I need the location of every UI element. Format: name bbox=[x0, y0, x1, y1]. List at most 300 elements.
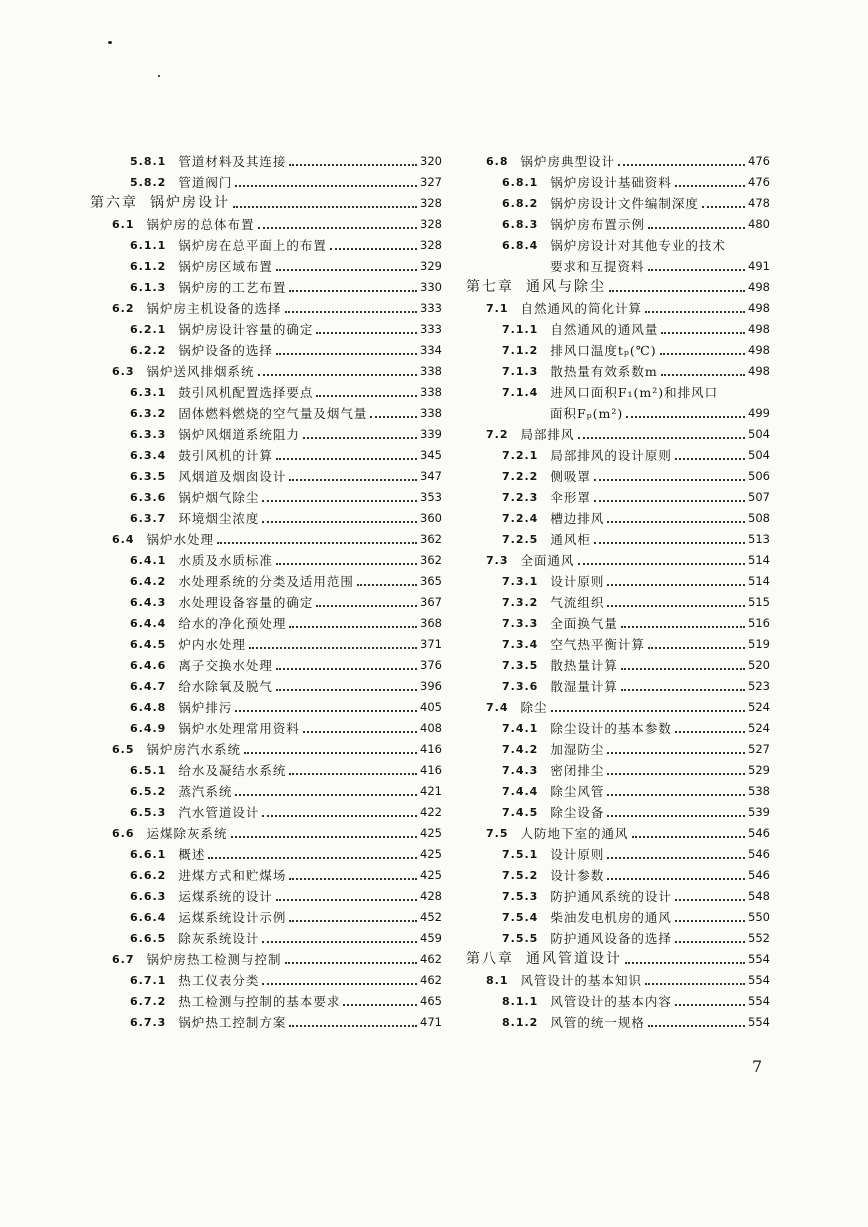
toc-entry[interactable] bbox=[456, 232, 770, 253]
leader-dots bbox=[285, 310, 418, 313]
entry-number: 6.4.9 bbox=[130, 722, 167, 735]
entry-number: 5.8.1 bbox=[130, 155, 167, 168]
toc-entry[interactable] bbox=[456, 736, 770, 757]
leader-dots bbox=[285, 961, 418, 964]
entry-title: 风管设计的基本内容 bbox=[550, 994, 672, 1009]
entry-page: 548 bbox=[748, 889, 770, 903]
entry-title: 设计参数 bbox=[550, 868, 605, 883]
entry-page: 367 bbox=[420, 595, 442, 609]
toc-entry[interactable] bbox=[456, 568, 770, 589]
entry-number: 第六章 bbox=[90, 195, 138, 211]
toc-entry[interactable] bbox=[456, 421, 770, 442]
toc-entry[interactable] bbox=[90, 967, 442, 988]
entry-title: 固体燃料燃烧的空气量及烟气量 bbox=[178, 406, 368, 421]
entry-title: 锅炉水处理 bbox=[146, 532, 215, 547]
leader-dots bbox=[276, 688, 417, 691]
leader-dots bbox=[217, 541, 417, 544]
entry-title: 蒸汽系统 bbox=[178, 784, 233, 799]
entry-number: 6.7.2 bbox=[130, 995, 167, 1008]
leader-dots bbox=[289, 163, 417, 166]
entry-title: 热工检测与控制的基本要求 bbox=[178, 994, 341, 1009]
entry-title: 锅炉房的工艺布置 bbox=[178, 280, 287, 295]
entry-number: 6.5.3 bbox=[130, 806, 167, 819]
entry-page: 428 bbox=[420, 889, 442, 903]
entry-title: 管道阀门 bbox=[178, 175, 233, 190]
toc-entry[interactable] bbox=[456, 925, 770, 946]
entry-page: 362 bbox=[420, 553, 442, 567]
entry-page: 524 bbox=[748, 700, 770, 714]
leader-dots bbox=[661, 331, 745, 334]
entry-title: 概述 bbox=[178, 847, 206, 862]
entry-title: 锅炉送风排烟系统 bbox=[146, 364, 255, 379]
entry-page: 527 bbox=[748, 742, 770, 756]
entry-number: 7.5.1 bbox=[502, 848, 539, 861]
entry-number: 6.7.1 bbox=[130, 974, 167, 987]
entry-title: 环境烟尘浓度 bbox=[178, 511, 260, 526]
entry-title: 锅炉房主机设备的选择 bbox=[146, 301, 282, 316]
entry-page: 523 bbox=[748, 679, 770, 693]
entry-number: 8.1.2 bbox=[502, 1016, 539, 1029]
leader-dots bbox=[289, 625, 417, 628]
leader-dots bbox=[289, 1024, 417, 1027]
entry-title: 进风口面积F₁(m²)和排风口 bbox=[550, 385, 719, 400]
toc-entry[interactable] bbox=[90, 337, 442, 358]
entry-title: 通风柜 bbox=[550, 532, 591, 547]
entry-number: 7.4.2 bbox=[502, 743, 539, 756]
entry-number: 7.1.4 bbox=[502, 386, 539, 399]
toc-entry[interactable] bbox=[90, 946, 442, 967]
toc-entry[interactable] bbox=[90, 274, 442, 295]
entry-page: 546 bbox=[748, 847, 770, 861]
toc-chapter-entry[interactable] bbox=[456, 274, 770, 295]
entry-page: 498 bbox=[748, 280, 770, 294]
leader-dots bbox=[675, 457, 745, 460]
entry-title: 锅炉水处理常用资料 bbox=[178, 721, 300, 736]
entry-page: 507 bbox=[748, 490, 770, 504]
entry-number: 6.4.6 bbox=[130, 659, 167, 672]
toc-entry[interactable] bbox=[90, 316, 442, 337]
entry-title: 水处理设备容量的确定 bbox=[178, 595, 314, 610]
entry-number: 6.8.4 bbox=[502, 239, 539, 252]
toc-entry[interactable] bbox=[456, 211, 770, 232]
entry-page: 425 bbox=[420, 826, 442, 840]
toc-entry[interactable] bbox=[90, 820, 442, 841]
entry-title: 除灰系统设计 bbox=[178, 931, 260, 946]
entry-title: 通风与除尘 bbox=[526, 279, 606, 295]
leader-dots bbox=[607, 877, 745, 880]
entry-title: 自然通风的通风量 bbox=[550, 322, 659, 337]
leader-dots bbox=[551, 709, 746, 712]
entry-number: 7.3.3 bbox=[502, 617, 539, 630]
entry-number: 6.3.7 bbox=[130, 512, 167, 525]
toc-entry[interactable] bbox=[90, 568, 442, 589]
entry-number: 7.4.3 bbox=[502, 764, 539, 777]
toc-entry[interactable] bbox=[456, 358, 770, 379]
leader-dots bbox=[233, 205, 417, 208]
toc-entry[interactable] bbox=[456, 694, 770, 715]
toc-entry[interactable] bbox=[90, 148, 442, 169]
toc-entry[interactable] bbox=[456, 862, 770, 883]
leader-dots bbox=[625, 961, 745, 964]
entry-number: 7.4.4 bbox=[502, 785, 539, 798]
toc-entry[interactable] bbox=[90, 778, 442, 799]
leader-dots bbox=[648, 226, 745, 229]
toc-entry[interactable] bbox=[456, 484, 770, 505]
leader-dots bbox=[316, 394, 417, 397]
leader-dots bbox=[648, 646, 745, 649]
entry-page: 328 bbox=[420, 238, 442, 252]
toc-entry[interactable] bbox=[456, 169, 770, 190]
toc-entry[interactable] bbox=[456, 463, 770, 484]
entry-title: 管道材料及其连接 bbox=[178, 154, 287, 169]
toc-entry[interactable] bbox=[456, 148, 770, 169]
entry-title: 通风管道设计 bbox=[526, 951, 622, 967]
entry-number: 6.2.1 bbox=[130, 323, 167, 336]
toc-entry[interactable] bbox=[90, 925, 442, 946]
leader-dots bbox=[648, 268, 746, 271]
toc-entry[interactable] bbox=[90, 652, 442, 673]
leader-dots bbox=[626, 415, 745, 418]
toc-entry[interactable] bbox=[456, 316, 770, 337]
entry-page: 546 bbox=[748, 826, 770, 840]
leader-dots bbox=[660, 352, 745, 355]
leader-dots bbox=[208, 856, 417, 859]
entry-number: 7.2.2 bbox=[502, 470, 539, 483]
entry-number: 7.5.2 bbox=[502, 869, 539, 882]
page-number: 7 bbox=[752, 1057, 763, 1076]
toc-entry[interactable] bbox=[90, 862, 442, 883]
entry-page: 371 bbox=[420, 637, 442, 651]
entry-title: 伞形罩 bbox=[550, 490, 591, 505]
leader-dots bbox=[607, 814, 745, 817]
entry-page: 504 bbox=[748, 427, 770, 441]
leader-dots bbox=[235, 709, 417, 712]
toc-entry[interactable] bbox=[456, 190, 770, 211]
entry-number: 6.4.5 bbox=[130, 638, 167, 651]
entry-number: 7.1 bbox=[486, 302, 509, 315]
entry-number: 第八章 bbox=[466, 951, 514, 967]
toc-left-column bbox=[90, 148, 442, 1030]
leader-dots bbox=[675, 730, 745, 733]
entry-number: 6.3.5 bbox=[130, 470, 167, 483]
leader-dots bbox=[621, 625, 745, 628]
toc-entry[interactable] bbox=[456, 757, 770, 778]
toc-entry[interactable] bbox=[90, 694, 442, 715]
entry-number: 6.6.2 bbox=[130, 869, 167, 882]
entry-number: 6.4.8 bbox=[130, 701, 167, 714]
toc-entry[interactable] bbox=[90, 400, 442, 421]
toc-entry[interactable] bbox=[90, 526, 442, 547]
toc-entry[interactable] bbox=[456, 1009, 770, 1030]
entry-page: 524 bbox=[748, 721, 770, 735]
entry-page: 554 bbox=[748, 973, 770, 987]
entry-title: 除尘 bbox=[520, 700, 548, 715]
toc-entry[interactable] bbox=[90, 505, 442, 526]
toc-entry[interactable] bbox=[90, 358, 442, 379]
entry-title: 锅炉烟气除尘 bbox=[178, 490, 260, 505]
entry-page: 459 bbox=[420, 931, 442, 945]
entry-number: 7.2.4 bbox=[502, 512, 539, 525]
leader-dots bbox=[594, 499, 745, 502]
toc-entry[interactable] bbox=[456, 589, 770, 610]
toc-entry[interactable] bbox=[456, 442, 770, 463]
entry-number: 7.2.1 bbox=[502, 449, 539, 462]
entry-title: 运煤除灰系统 bbox=[146, 826, 228, 841]
leader-dots bbox=[289, 772, 417, 775]
entry-page: 554 bbox=[748, 952, 770, 966]
leader-dots bbox=[262, 940, 417, 943]
entry-title: 给水及凝结水系统 bbox=[178, 763, 287, 778]
entry-title: 锅炉设备的选择 bbox=[178, 343, 273, 358]
leader-dots bbox=[675, 184, 745, 187]
entry-page: 416 bbox=[420, 763, 442, 777]
entry-number: 7.4.1 bbox=[502, 722, 539, 735]
entry-page: 476 bbox=[748, 175, 770, 189]
toc-entry[interactable] bbox=[456, 526, 770, 547]
toc-entry[interactable] bbox=[90, 547, 442, 568]
entry-page: 333 bbox=[420, 301, 442, 315]
entry-number: 6.1.1 bbox=[130, 239, 167, 252]
leader-dots bbox=[231, 835, 418, 838]
entry-page: 408 bbox=[420, 721, 442, 735]
entry-page: 421 bbox=[420, 784, 442, 798]
entry-page: 368 bbox=[420, 616, 442, 630]
entry-number: 7.3.6 bbox=[502, 680, 539, 693]
entry-number: 7.5 bbox=[486, 827, 509, 840]
toc-entry[interactable] bbox=[456, 379, 770, 400]
toc-entry[interactable] bbox=[456, 652, 770, 673]
toc-entry[interactable] bbox=[456, 295, 770, 316]
entry-page: 329 bbox=[420, 259, 442, 273]
toc-entry[interactable] bbox=[456, 841, 770, 862]
toc-entry[interactable] bbox=[456, 673, 770, 694]
entry-page: 554 bbox=[748, 994, 770, 1008]
entry-title: 运煤系统的设计 bbox=[178, 889, 273, 904]
leader-dots bbox=[262, 982, 417, 985]
entry-page: 462 bbox=[420, 973, 442, 987]
toc-entry[interactable] bbox=[90, 1009, 442, 1030]
entry-title: 加湿防尘 bbox=[550, 742, 605, 757]
leader-dots bbox=[594, 541, 745, 544]
entry-title: 锅炉排污 bbox=[178, 700, 233, 715]
leader-dots bbox=[276, 268, 417, 271]
entry-number: 6.7 bbox=[112, 953, 135, 966]
entry-number: 7.5.3 bbox=[502, 890, 539, 903]
entry-page: 365 bbox=[420, 574, 442, 588]
entry-page: 338 bbox=[420, 406, 442, 420]
entry-page: 405 bbox=[420, 700, 442, 714]
entry-number: 7.3.2 bbox=[502, 596, 539, 609]
entry-page: 345 bbox=[420, 448, 442, 462]
leader-dots bbox=[645, 310, 745, 313]
toc-entry[interactable] bbox=[90, 169, 442, 190]
entry-page: 552 bbox=[748, 931, 770, 945]
leader-dots bbox=[675, 919, 745, 922]
entry-title: 散热量有效系数m bbox=[550, 364, 658, 379]
toc-chapter-entry[interactable] bbox=[456, 946, 770, 967]
leader-dots bbox=[702, 205, 745, 208]
leader-dots bbox=[675, 898, 745, 901]
leader-dots bbox=[244, 751, 417, 754]
entry-page: 347 bbox=[420, 469, 442, 483]
entry-page: 338 bbox=[420, 364, 442, 378]
toc-entry[interactable] bbox=[90, 673, 442, 694]
entry-title: 气流组织 bbox=[550, 595, 605, 610]
leader-dots bbox=[289, 289, 417, 292]
entry-page: 514 bbox=[748, 553, 770, 567]
toc-right-column bbox=[456, 148, 770, 1030]
toc-entry[interactable] bbox=[90, 463, 442, 484]
toc-entry[interactable] bbox=[456, 715, 770, 736]
entry-page: 376 bbox=[420, 658, 442, 672]
toc-entry[interactable] bbox=[90, 715, 442, 736]
leader-dots bbox=[258, 373, 418, 376]
toc-entry[interactable] bbox=[90, 589, 442, 610]
entry-page: 416 bbox=[420, 742, 442, 756]
entry-title: 设计原则 bbox=[550, 847, 605, 862]
leader-dots bbox=[661, 373, 745, 376]
leader-dots bbox=[289, 919, 417, 922]
entry-title: 自然通风的简化计算 bbox=[520, 301, 643, 316]
entry-number: 6.3.3 bbox=[130, 428, 167, 441]
toc-entry[interactable] bbox=[90, 442, 442, 463]
leader-dots bbox=[370, 415, 417, 418]
toc-entry[interactable] bbox=[456, 988, 770, 1009]
entry-number: 7.3 bbox=[486, 554, 509, 567]
toc-entry[interactable] bbox=[90, 232, 442, 253]
toc-entry[interactable] bbox=[456, 337, 770, 358]
entry-page: 516 bbox=[748, 616, 770, 630]
entry-title: 柴油发电机房的通风 bbox=[550, 910, 672, 925]
leader-dots bbox=[235, 184, 417, 187]
entry-page: 499 bbox=[748, 406, 770, 420]
entry-number: 6.4.2 bbox=[130, 575, 167, 588]
entry-title: 锅炉房典型设计 bbox=[520, 154, 616, 169]
entry-number: 6.6.5 bbox=[130, 932, 167, 945]
entry-number: 6.3.4 bbox=[130, 449, 167, 462]
toc-entry[interactable] bbox=[90, 736, 442, 757]
entry-page: 330 bbox=[420, 280, 442, 294]
entry-number: 6.8.3 bbox=[502, 218, 539, 231]
entry-title: 锅炉风烟道系统阻力 bbox=[178, 427, 300, 442]
toc-entry[interactable] bbox=[90, 631, 442, 652]
entry-number: 第七章 bbox=[466, 279, 514, 295]
entry-page: 480 bbox=[748, 217, 770, 231]
entry-page: 328 bbox=[420, 196, 442, 210]
entry-page: 506 bbox=[748, 469, 770, 483]
entry-title: 风管设计的基本知识 bbox=[520, 973, 643, 988]
entry-number: 6.7.3 bbox=[130, 1016, 167, 1029]
leader-dots bbox=[316, 331, 417, 334]
toc-entry[interactable] bbox=[456, 820, 770, 841]
entry-number: 6.1 bbox=[112, 218, 135, 231]
toc-entry[interactable] bbox=[456, 904, 770, 925]
toc-entry[interactable] bbox=[90, 211, 442, 232]
entry-number: 6.4.3 bbox=[130, 596, 167, 609]
entry-title: 给水的净化预处理 bbox=[178, 616, 287, 631]
toc-entry[interactable] bbox=[90, 253, 442, 274]
toc-entry[interactable] bbox=[90, 379, 442, 400]
toc-entry[interactable] bbox=[456, 967, 770, 988]
entry-page: 513 bbox=[748, 532, 770, 546]
toc-entry[interactable] bbox=[90, 484, 442, 505]
entry-page: 491 bbox=[748, 259, 770, 273]
entry-page: 339 bbox=[420, 427, 442, 441]
entry-title: 风管的统一规格 bbox=[550, 1015, 645, 1030]
leader-dots bbox=[343, 1003, 417, 1006]
entry-number: 7.3.5 bbox=[502, 659, 539, 672]
entry-number: 6.3 bbox=[112, 365, 135, 378]
toc-entry[interactable] bbox=[90, 841, 442, 862]
entry-page: 353 bbox=[420, 490, 442, 504]
entry-title: 锅炉房汽水系统 bbox=[146, 742, 242, 757]
toc-entry[interactable] bbox=[456, 631, 770, 652]
scan-speck bbox=[158, 75, 160, 77]
entry-number: 6.4 bbox=[112, 533, 135, 546]
leader-dots bbox=[607, 520, 745, 523]
leader-dots bbox=[621, 688, 745, 691]
entry-page: 504 bbox=[748, 448, 770, 462]
entry-number: 7.3.4 bbox=[502, 638, 539, 651]
toc-entry[interactable] bbox=[90, 799, 442, 820]
entry-page: 465 bbox=[420, 994, 442, 1008]
toc-entry[interactable] bbox=[456, 778, 770, 799]
entry-title: 侧吸罩 bbox=[550, 469, 591, 484]
leader-dots bbox=[289, 478, 417, 481]
entry-page: 529 bbox=[748, 763, 770, 777]
entry-title: 水质及水质标准 bbox=[178, 553, 273, 568]
toc-entry[interactable] bbox=[90, 757, 442, 778]
entry-title: 运煤系统设计示例 bbox=[178, 910, 287, 925]
toc-entry[interactable] bbox=[90, 610, 442, 631]
toc-entry-continuation bbox=[456, 253, 770, 274]
leader-dots bbox=[607, 772, 745, 775]
toc-entry[interactable] bbox=[456, 505, 770, 526]
toc-entry[interactable] bbox=[456, 547, 770, 568]
toc-entry[interactable] bbox=[456, 883, 770, 904]
entry-page: 422 bbox=[420, 805, 442, 819]
entry-number: 6.5.1 bbox=[130, 764, 167, 777]
entry-title: 鼓引风机配置选择要点 bbox=[178, 385, 314, 400]
leader-dots bbox=[303, 730, 417, 733]
entry-number: 6.8.2 bbox=[502, 197, 539, 210]
toc-entry[interactable] bbox=[90, 295, 442, 316]
toc-entry[interactable] bbox=[456, 799, 770, 820]
toc-entry[interactable] bbox=[90, 883, 442, 904]
entry-page: 515 bbox=[748, 595, 770, 609]
entry-page: 320 bbox=[420, 154, 442, 168]
leader-dots bbox=[607, 583, 745, 586]
entry-number: 6.3.6 bbox=[130, 491, 167, 504]
entry-title: 锅炉房设计 bbox=[150, 195, 230, 211]
leader-dots bbox=[594, 478, 745, 481]
entry-title: 离子交换水处理 bbox=[178, 658, 273, 673]
entry-title: 热工仪表分类 bbox=[178, 973, 260, 988]
toc-entry[interactable] bbox=[90, 421, 442, 442]
entry-title: 散湿量计算 bbox=[550, 679, 618, 694]
entry-number: 6.2.2 bbox=[130, 344, 167, 357]
entry-number: 7.4.5 bbox=[502, 806, 539, 819]
toc-entry[interactable] bbox=[90, 988, 442, 1009]
toc-entry[interactable] bbox=[90, 904, 442, 925]
entry-number: 7.1.2 bbox=[502, 344, 539, 357]
entry-page: 550 bbox=[748, 910, 770, 924]
entry-title: 锅炉房设计对其他专业的技术 bbox=[550, 238, 726, 253]
toc-chapter-entry[interactable] bbox=[90, 190, 442, 211]
entry-number: 7.5.4 bbox=[502, 911, 539, 924]
toc-entry[interactable] bbox=[456, 610, 770, 631]
entry-number: 6.3.2 bbox=[130, 407, 167, 420]
